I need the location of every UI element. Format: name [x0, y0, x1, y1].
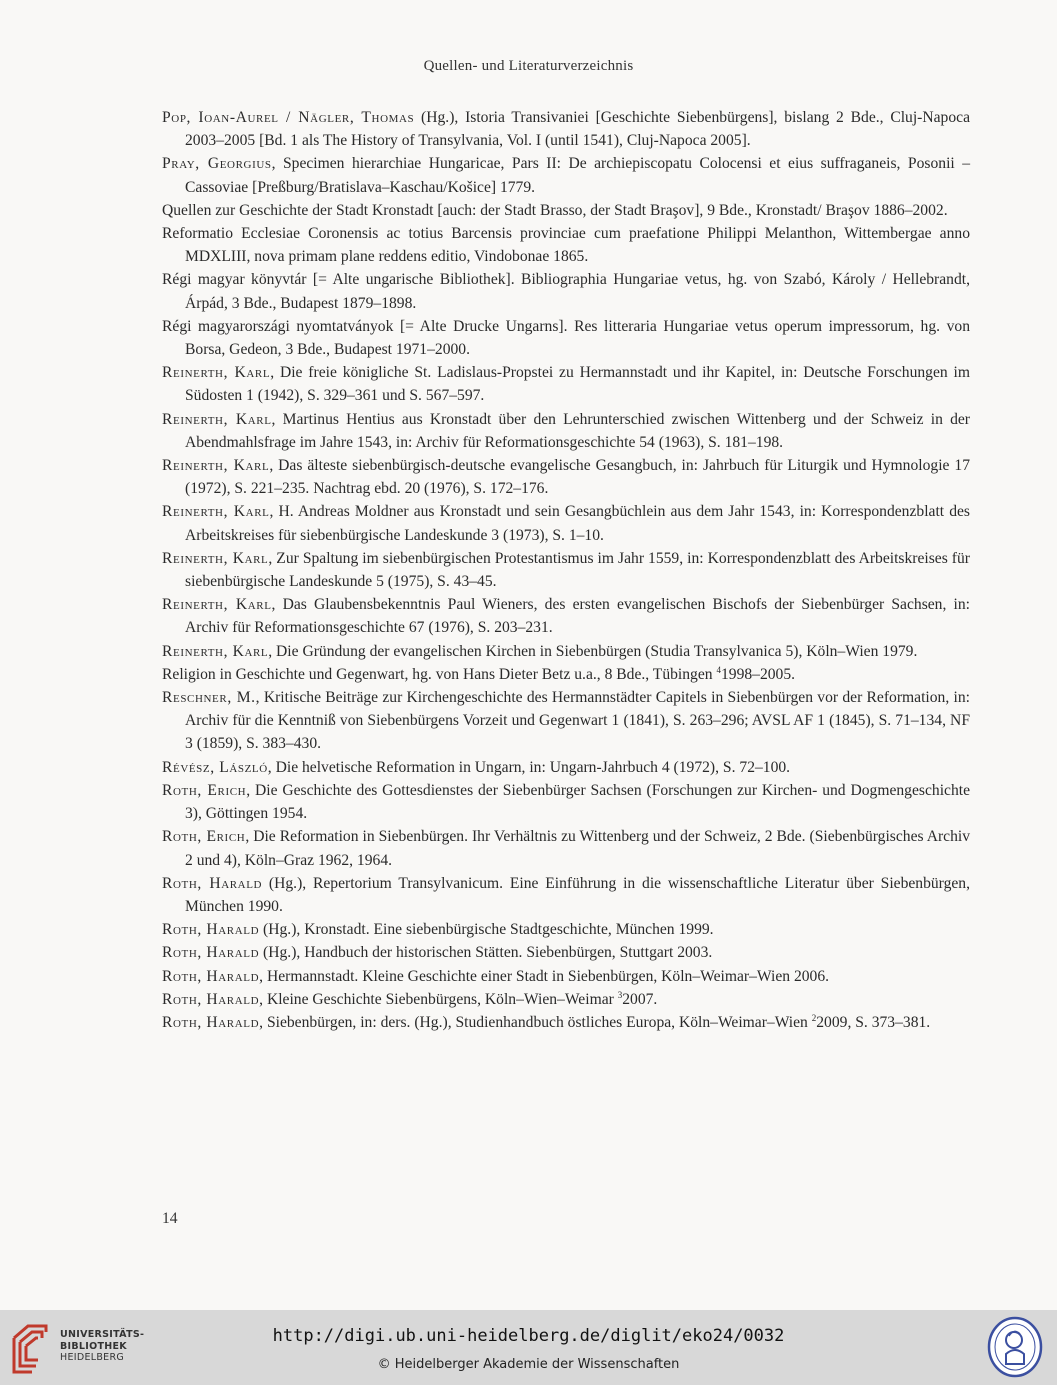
entry-author: Reinerth, Karl — [162, 410, 272, 428]
entry-author: Reinerth, Karl — [162, 364, 271, 382]
bibliography-entry — [162, 222, 970, 268]
bibliography-entry — [162, 1011, 970, 1034]
logo-line-2: BIBLIOTHEK — [60, 1340, 127, 1352]
edition-superscript: 2 — [811, 1012, 817, 1023]
bibliography-entry — [162, 500, 970, 546]
bibliography-entry — [162, 106, 970, 152]
entry-text: , Hermannstadt. Kleine Geschichte einer Stadt in Siebenbürgen, Köln–Weimar–Wien 2006. — [259, 967, 830, 985]
entry-author: Roth, Harald — [162, 990, 260, 1008]
entry-author: Pop, Ioan-Aurel / Nägler, Thomas — [162, 109, 415, 126]
entry-text: , Kleine Geschichte Siebenbürgens, Köln–Wien–Weimar — [259, 990, 618, 1008]
entry-author: Reinerth, Karl — [162, 642, 269, 660]
bibliography-entry — [162, 152, 970, 198]
logo-line-1: UNIVERSITÄTS- — [60, 1329, 145, 1340]
entry-author: Roth, Erich — [162, 781, 247, 799]
entry-text: Quellen zur Geschichte der Stadt Kronstadt [auch: der Stadt Brasso, der Stadt Braşov], 9 Bde., Kronstadt/ Braşov 1886–2002. — [162, 201, 948, 219]
entry-author: Reinerth, Karl — [162, 549, 269, 567]
entry-text: Religion in Geschichte und Gegenwart, hg. von Hans Dieter Betz u.a., 8 Bde., Tübingen — [162, 665, 717, 683]
bibliography-entry — [162, 199, 970, 222]
akademie-seal-icon[interactable] — [987, 1316, 1043, 1378]
entry-text: , Specimen hierarchiae Hungaricae, Pars II: De archiepiscopatu Colocensi et eius suffraganeis, Posonii – Cassoviae [Preßburg/Bratislava–Kaschau/Košice] 1779. — [185, 155, 971, 196]
entry-text: , H. Andreas Moldner aus Kronstadt und sein Gesangbüchlein aus dem Jahr 1543, in: Korrespondenzblatt des Arbeitskreises für siebenbürgische Landeskunde 3 (1973), S. 1–10. — [185, 503, 971, 544]
bibliography-entry — [162, 686, 970, 756]
entry-text: , Das Glaubensbekenntnis Paul Wieners, des ersten evangelischen Bischofs der Siebenbürger Sachsen, in: Archiv für Reformationsgeschichte 67 (1976), S. 203–231. — [185, 596, 971, 637]
entry-author: Roth, Erich — [162, 828, 246, 846]
entry-text: Reformatio Ecclesiae Coronensis ac totius Barcensis provinciae cum praefatione Philippi Melanthon, Wittembergae anno MDXLIII, nova primam plane reddens editio, Vindobonae 1865. — [162, 225, 970, 266]
entry-author: Reschner, M. — [162, 689, 256, 707]
bibliography-entry — [162, 872, 970, 918]
entry-text: Régi magyar könyvtár [= Alte ungarische Bibliothek]. Bibliographia Hungariae vetus, hg. von Szabó, Károly / Hellebrandt, Árpád, 3 Bde., Budapest 1879–1898. — [162, 271, 970, 312]
bibliography-entry — [162, 547, 970, 593]
entry-author: Roth, Harald — [162, 874, 263, 892]
entry-author: Roth, Harald — [162, 944, 260, 962]
bibliography-list — [162, 106, 970, 1034]
permalink-url[interactable]: http://digi.ub.uni-heidelberg.de/diglit/eko24/0032 — [272, 1326, 785, 1346]
bibliography-entry — [162, 408, 970, 454]
edition-superscript: 3 — [617, 989, 623, 1000]
entry-text: , Das älteste siebenbürgisch-deutsche evangelische Gesangbuch, in: Jahrbuch für Liturgik und Hymnologie 17 (1972), S. 221–235. Nachtrag ebd. 20 (1976), S. 172–176. — [185, 457, 970, 498]
entry-text-tail: 2007. — [622, 990, 658, 1008]
entry-text: (Hg.), Repertorium Transylvanicum. Eine Einführung in die wissenschaftliche Literatur über Siebenbürgen, München 1990. — [185, 874, 971, 915]
entry-text: (Hg.), Istoria Transivaniei [Geschichte Siebenbürgens], bislang 2 Bde., Cluj-Napoca 2003–2005 [Bd. 1 als The History of Transylvania, Vol. I (until 1541), Cluj-Napoca 2005]. — [185, 109, 970, 150]
bibliography-entry — [162, 361, 970, 407]
bibliography-entry — [162, 593, 970, 639]
bibliography-entry — [162, 663, 970, 686]
bibliography-entry — [162, 315, 970, 361]
entry-text: (Hg.), Kronstadt. Eine siebenbürgische Stadtgeschichte, München 1999. — [259, 921, 714, 939]
entry-author: Pray, Georgius — [162, 155, 272, 173]
bibliography-entry — [162, 965, 970, 988]
bibliography-entry — [162, 941, 970, 964]
entry-author: Reinerth, Karl — [162, 457, 270, 475]
entry-author: Roth, Harald — [162, 921, 260, 939]
entry-text: , Die freie königliche St. Ladislaus-Propstei zu Hermannstadt und ihr Kapitel, in: Deutsche Forschungen im Südosten 1 (1942), S. 329–361 und S. 567–597. — [185, 364, 970, 405]
entry-author: Reinerth, Karl — [162, 503, 270, 521]
logo-line-3: HEIDELBERG — [60, 1352, 125, 1363]
bibliography-entry — [162, 779, 970, 825]
copyright-notice: © Heidelberger Akademie der Wissenschaften — [377, 1357, 680, 1372]
entry-text: , Zur Spaltung im siebenbürgischen Protestantismus im Jahr 1559, in: Korrespondenzblatt des Arbeitskreises für siebenbürgische Landeskunde 5 (1975), S. 43–45. — [185, 549, 970, 591]
page-number: 14 — [162, 1210, 178, 1227]
bibliography-entry — [162, 918, 970, 941]
entry-text: , Die Gründung der evangelischen Kirchen in Siebenbürgen (Studia Transylvanica 5), Köln–Wien 1979. — [268, 642, 918, 660]
entry-text: , Die helvetische Reformation in Ungarn, in: Ungarn-Jahrbuch 4 (1972), S. 72–100. — [267, 758, 791, 776]
entry-text: , Die Geschichte des Gottesdienstes der Siebenbürger Sachsen (Forschungen zur Kirchen- und Dogmengeschichte 3), Göttingen 1954. — [185, 781, 970, 823]
bibliography-entry — [162, 756, 970, 779]
entry-text: , Siebenbürgen, in: ders. (Hg.), Studienhandbuch östliches Europa, Köln–Weimar–Wien — [259, 1013, 812, 1031]
entry-text: Régi magyarországi nyomtatványok [= Alte Drucke Ungarns]. Res litteraria Hungariae vetus operum impressorum, hg. von Borsa, Gedeon, 3 Bde., Budapest 1971–2000. — [162, 317, 970, 359]
entry-author: Roth, Harald — [162, 967, 260, 985]
entry-author: Reinerth, Karl — [162, 596, 272, 614]
edition-superscript: 4 — [716, 664, 721, 675]
bibliography-entry — [162, 988, 970, 1011]
bibliography-entry — [162, 640, 970, 663]
running-head: Quellen- und Literaturverzeichnis — [423, 58, 634, 74]
bibliography-entry — [162, 825, 970, 871]
bibliography-entry — [162, 268, 970, 314]
entry-text-tail: 1998–2005. — [720, 665, 796, 683]
entry-text-tail: 2009, S. 373–381. — [816, 1013, 931, 1031]
viewer-footer — [0, 1310, 1057, 1385]
entry-author: Roth, Harald — [162, 1013, 260, 1031]
entry-text: , Kritische Beiträge zur Kirchengeschichte des Hermannstädter Capitels in Siebenbürgen vor der Reformation, in: Archiv für die Kenntniß von Siebenbürgens Vorzeit und Gegenwart 1 (1841), S. 263–296; AVSL AF 1 (1845), S. 71–134, NF 3 (1859), S. 383–430. — [185, 689, 970, 753]
entry-author: Révész, László — [162, 758, 268, 776]
entry-text: , Die Reformation in Siebenbürgen. Ihr Verhältnis zu Wittenberg und der Schweiz, 2 Bde. (Siebenbürgisches Archiv 2 und 4), Köln–Graz 1962, 1964. — [185, 828, 970, 869]
entry-text: , Martinus Hentius aus Kronstadt über den Lehrunterschied zwischen Wittenberg und der Schweiz in der Abendmahlsfrage im Jahre 1543, in: Archiv für Reformationsgeschichte 54 (1963), S. 181–198. — [185, 410, 970, 451]
entry-text: (Hg.), Handbuch der historischen Stätten. Siebenbürgen, Stuttgart 2003. — [259, 944, 713, 962]
bibliography-entry — [162, 454, 970, 500]
